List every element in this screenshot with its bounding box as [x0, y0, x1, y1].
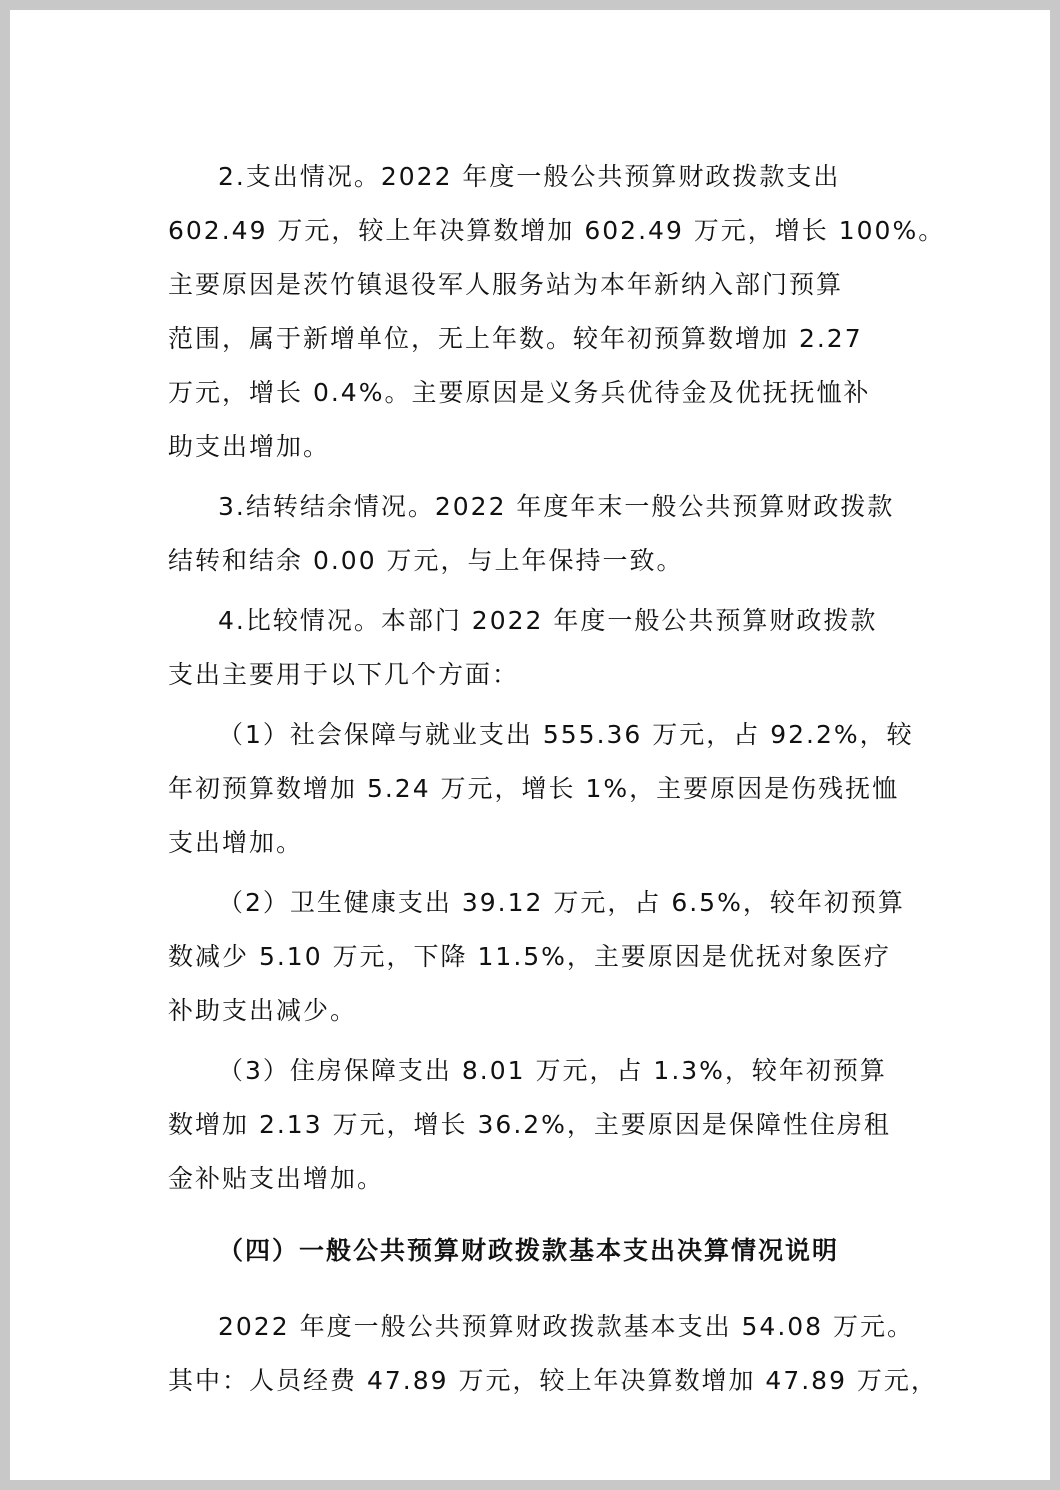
text-line: 范围，属于新增单位，无上年数。较年初预算数增加 2.27	[168, 324, 863, 353]
text-line: 结转和结余 0.00 万元，与上年保持一致。	[168, 546, 684, 575]
paragraph-basic-expenditure	[168, 1300, 938, 1408]
paragraph-comparison	[168, 594, 908, 702]
paragraph-item-housing	[168, 1044, 908, 1206]
text-line: 金补贴支出增加。	[168, 1164, 385, 1193]
section-heading: （四）一般公共预算财政拨款基本支出决算情况说明	[218, 1236, 840, 1265]
text-line: 数减少 5.10 万元，下降 11.5%，主要原因是优抚对象医疗	[168, 942, 891, 971]
text-line: 4.比较情况。本部门 2022 年度一般公共预算财政拨款	[218, 606, 878, 635]
text-line: （3）住房保障支出 8.01 万元，占 1.3%，较年初预算	[218, 1056, 887, 1085]
text-line: 支出主要用于以下几个方面：	[168, 660, 520, 689]
paragraph-item-social-security	[168, 708, 914, 870]
text-line: 602.49 万元，较上年决算数增加 602.49 万元，增长 100%。	[168, 216, 946, 245]
text-line: 数增加 2.13 万元，增长 36.2%，主要原因是保障性住房租	[168, 1110, 891, 1139]
text-line: 其中：人员经费 47.89 万元，较上年决算数增加 47.89 万元，	[168, 1366, 938, 1395]
text-line: 2.支出情况。2022 年度一般公共预算财政拨款支出	[218, 162, 841, 191]
text-line: 年初预算数增加 5.24 万元，增长 1%，主要原因是伤残抚恤	[168, 774, 900, 803]
text-line: 2022 年度一般公共预算财政拨款基本支出 54.08 万元。	[218, 1312, 915, 1341]
document-body	[168, 150, 946, 1414]
document-page	[10, 10, 1050, 1480]
text-line: （2）卫生健康支出 39.12 万元，占 6.5%，较年初预算	[218, 888, 905, 917]
text-line: 助支出增加。	[168, 432, 331, 461]
text-line: 主要原因是茨竹镇退役军人服务站为本年新纳入部门预算	[168, 270, 844, 299]
text-line: 支出增加。	[168, 828, 304, 857]
text-line: 3.结转结余情况。2022 年度年末一般公共预算财政拨款	[218, 492, 895, 521]
paragraph-expenditure	[168, 150, 946, 474]
text-line: （1）社会保障与就业支出 555.36 万元，占 92.2%，较	[218, 720, 914, 749]
paragraph-item-health	[168, 876, 908, 1038]
text-line: 万元，增长 0.4%。主要原因是义务兵优待金及优抚抚恤补	[168, 378, 871, 407]
text-line: 补助支出减少。	[168, 996, 358, 1025]
paragraph-carryover	[168, 480, 908, 588]
